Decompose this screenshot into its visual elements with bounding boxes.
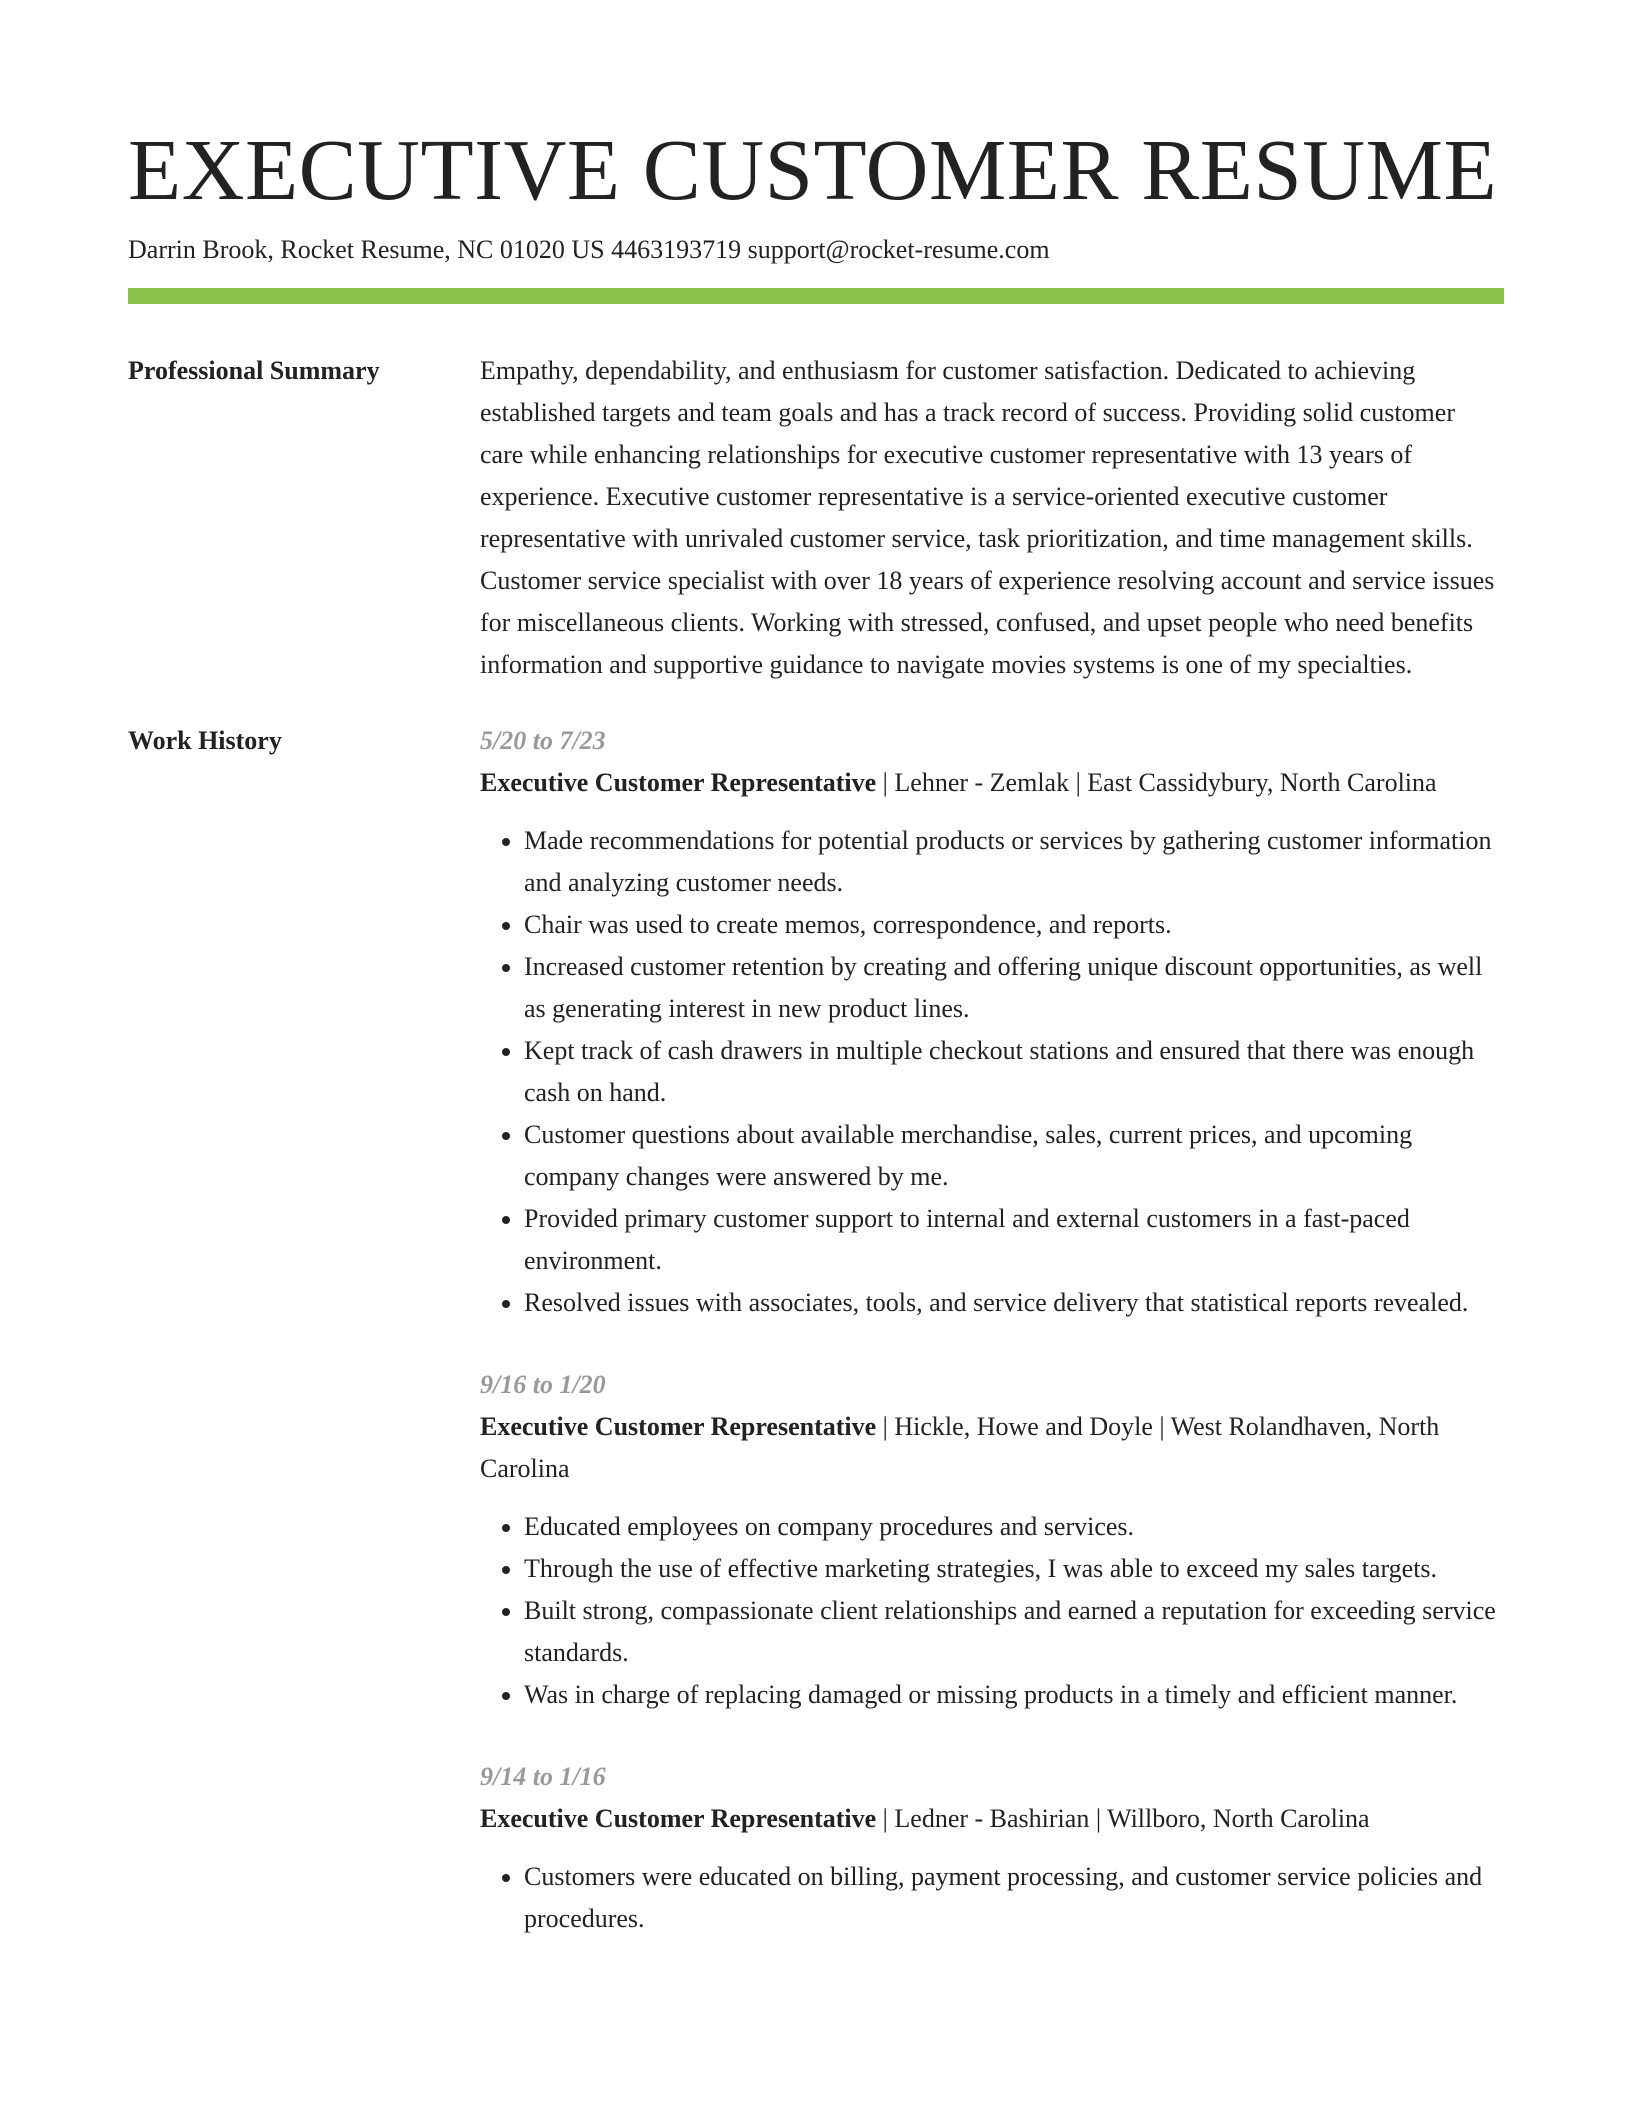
job-bullet: • Customer questions about available merchandise, sales, current prices, and upcoming company changes were answered by me. [524, 1114, 1504, 1198]
job-separator: | [876, 1804, 895, 1833]
job-entry [480, 1756, 1504, 1940]
job-bullet: • Increased customer retention by creating and offering unique discount opportunities, as well as generating interest in new product lines. [524, 946, 1504, 1030]
work-history-section [128, 720, 1504, 1980]
summary-content [480, 350, 1504, 686]
job-company: Lehner - Zemlak [894, 768, 1070, 797]
job-dates: 5/20 to 7/23 [480, 726, 606, 755]
job-separator: | [876, 1412, 895, 1441]
contact-line [128, 232, 1504, 268]
summary-text: Empathy, dependability, and enthusiasm for customer satisfaction. Dedicated to achieving established targets and team goals and has a track record of success. Providing solid customer care while enhancing relationships for executive customer representative with 13 years of experience. Executive customer representative is a service-oriented executive customer representative with unrivaled customer service, task prioritization, and time management skills. Customer service specialist with over 18 years of experience resolving account and service issues for miscellaneous clients. Working with stressed, confused, and upset people who need benefits information and supportive guidance to navigate movies systems is one of my specialties. [480, 356, 1495, 679]
job-dates: 9/16 to 1/20 [480, 1370, 606, 1399]
job-bullet: • Chair was used to create memos, correspondence, and reports. [524, 904, 1504, 946]
work-history-label: Work History [128, 726, 282, 755]
job-location: West Rolandhaven, North Carolina [480, 1412, 1440, 1483]
work-history-content [480, 720, 1504, 1980]
job-bullet: • Through the use of effective marketing strategies, I was able to exceed my sales targets. [524, 1548, 1504, 1590]
job-bullet: • Educated employees on company procedures and services. [524, 1506, 1504, 1548]
job-bullet-list [480, 820, 1504, 1324]
job-bullet: • Built strong, compassionate client relationships and earned a reputation for exceeding service standards. [524, 1590, 1504, 1674]
job-separator: | [876, 768, 895, 797]
job-separator: | [1152, 1412, 1171, 1441]
job-bullet: • Kept track of cash drawers in multiple checkout stations and ensured that there was enough cash on hand. [524, 1030, 1504, 1114]
contact-email: support@rocket-resume.com [747, 235, 1050, 264]
summary-label: Professional Summary [128, 356, 380, 385]
job-bullet: • Resolved issues with associates, tools, and service delivery that statistical reports revealed. [524, 1282, 1504, 1324]
job-heading [480, 762, 1504, 804]
summary-section [128, 350, 1504, 686]
job-title: Executive Customer Representative [480, 1412, 877, 1441]
job-location: East Cassidybury, North Carolina [1087, 768, 1437, 797]
header-divider [128, 288, 1504, 304]
job-bullet-list [480, 1506, 1504, 1716]
job-location: Willboro, North Carolina [1107, 1804, 1370, 1833]
job-entry [480, 720, 1504, 1324]
job-separator: | [1069, 768, 1088, 797]
job-bullet: • Made recommendations for potential products or services by gathering customer information and analyzing customer needs. [524, 820, 1504, 904]
job-bullet: • Provided primary customer support to internal and external customers in a fast-paced environment. [524, 1198, 1504, 1282]
job-bullet-list [480, 1856, 1504, 1940]
job-heading [480, 1798, 1504, 1840]
job-company: Ledner - Bashirian [894, 1804, 1090, 1833]
contact-name: Darrin Brook, [128, 235, 274, 264]
job-bullet: • Customers were educated on billing, payment processing, and customer service policies and procedures. [524, 1856, 1504, 1940]
job-title: Executive Customer Representative [480, 1804, 877, 1833]
resume-title: EXECUTIVE CUSTOMER RESUME [128, 121, 1498, 218]
job-entry [480, 1364, 1504, 1716]
job-separator: | [1089, 1804, 1108, 1833]
contact-location: NC 01020 US [457, 235, 605, 264]
contact-company: Rocket Resume, [280, 235, 451, 264]
job-dates: 9/14 to 1/16 [480, 1762, 606, 1791]
job-heading [480, 1406, 1504, 1490]
job-title: Executive Customer Representative [480, 768, 877, 797]
job-company: Hickle, Howe and Doyle [894, 1412, 1153, 1441]
contact-phone: 4463193719 [611, 235, 742, 264]
job-bullet: • Was in charge of replacing damaged or missing products in a timely and efficient manner. [524, 1674, 1504, 1716]
